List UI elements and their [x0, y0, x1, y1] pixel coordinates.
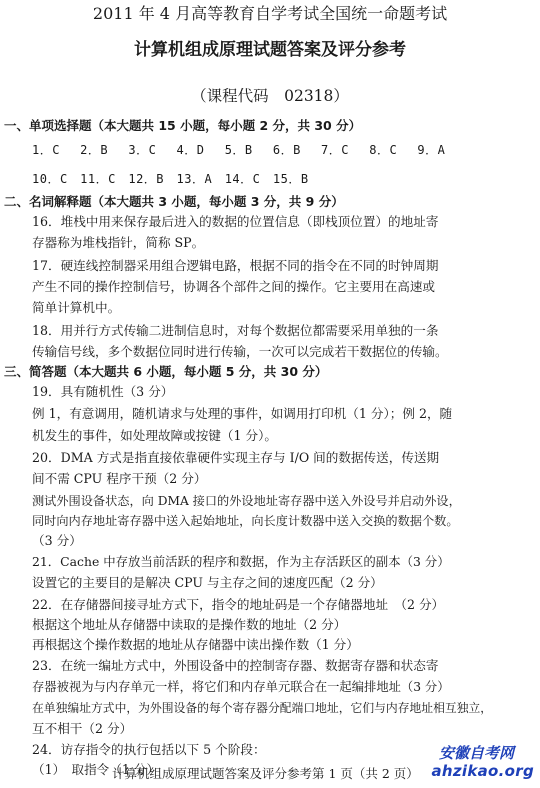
text-line: 23．在统一编址方式中，外围设备中的控制寄存器、数据寄存器和状态寄	[32, 658, 439, 673]
watermark-url: ahzikao.org	[431, 762, 534, 780]
text-line: 测试外围设备状态，向 DMA 接口的外设地址寄存器中送入外设号并启动外设，	[32, 494, 461, 508]
text-line: 22．在存储器间接寻址方式下，指令的地址码是一个存储器地址 （2 分）	[32, 597, 445, 612]
text-line: 机发生的事件，如处理故障或按键（1 分）。	[32, 428, 277, 443]
text-line: 存器被视为与内存单元一样，将它们和内存单元联合在一起编排地址（3 分）	[32, 680, 450, 694]
text-line: 再根据这个操作数据的地址从存储器中读出操作数（1 分）	[32, 637, 359, 652]
text-line: 例 1，有意调用，随机请求与处理的事件，如调用打印机（1 分）；例 2，随	[32, 406, 453, 421]
document-title: 计算机组成原理试题答案及评分参考	[134, 40, 406, 60]
exam-title: 2011 年 4 月高等教育自学考试全国统一命题考试	[92, 4, 448, 23]
text-line: 存器称为堆栈指针，简称 SP。	[32, 235, 205, 250]
answer-row-2: 10．C 11．C 12．B 13．A 14．C 15．B	[32, 172, 309, 186]
answer-row-1: 1．C 2．B 3．C 4．D 5．B 6．B 7．C 8．C 9．A	[32, 143, 446, 157]
text-line: 间不需 CPU 程序干预（2 分）	[32, 471, 207, 486]
text-line: 17．硬连线控制器采用组合逻辑电路，根据不同的指令在不同的时钟周期	[32, 258, 439, 273]
text-line: 16．堆栈中用来保存最后进入的数据的位置信息（即栈顶位置）的地址寄	[32, 214, 439, 229]
watermark-site-name: 安徽自考网	[438, 744, 514, 762]
text-line: 在单独编址方式中，为外围设备的每个寄存器分配端口地址，它们与内存地址相互独立，	[32, 701, 493, 715]
text-line: 21．Cache 中存放当前活跃的程序和数据，作为主存活跃区的副本（3 分）	[32, 554, 450, 569]
course-code: （课程代码 02318）	[191, 87, 349, 105]
section-heading-terms: 二、名词解释题（本大题共 3 小题，每小题 3 分，共 9 分）	[4, 194, 344, 209]
site-watermark	[424, 740, 540, 788]
section-heading-single-choice: 一、单项选择题（本大题共 15 小题，每小题 2 分，共 30 分）	[4, 118, 362, 133]
text-line: 18．用并行方式传输二进制信息时，对每个数据位都需要采用单独的一条	[32, 323, 439, 338]
page-footer: 计算机组成原理试题答案及评分参考第 1 页（共 2 页）	[112, 766, 419, 781]
text-line: （3 分）	[32, 533, 82, 548]
text-line: 同时向内存地址寄存器中送入起始地址，向长度计数器中送入交换的数据个数。	[32, 514, 459, 528]
text-line: 简单计算机中。	[32, 300, 121, 315]
text-line: 24．访存指令的执行包括以下 5 个阶段：	[32, 742, 266, 757]
text-line: 互不相干（2 分）	[32, 721, 133, 736]
text-line: 传输信号线，多个数据位同时进行传输，一次可以完成若干数据位的传输。	[32, 344, 448, 359]
text-line: （1） 取指令（1 分）	[32, 762, 160, 777]
text-line: 20．DMA 方式是指直接依靠硬件实现主存与 I/O 间的数据传送，传送期	[32, 450, 440, 465]
section-heading-short-answer: 三、简答题（本大题共 6 小题，每小题 5 分，共 30 分）	[4, 364, 328, 379]
text-line: 19．具有随机性（3 分）	[32, 384, 174, 399]
text-line: 产生不同的操作控制信号，协调各个部件之间的操作。它主要用在高速或	[32, 279, 435, 294]
text-line: 根据这个地址从存储器中读取的是操作数的地址（2 分）	[32, 617, 347, 632]
text-line: 设置它的主要目的是解决 CPU 与主存之间的速度匹配（2 分）	[32, 575, 383, 590]
